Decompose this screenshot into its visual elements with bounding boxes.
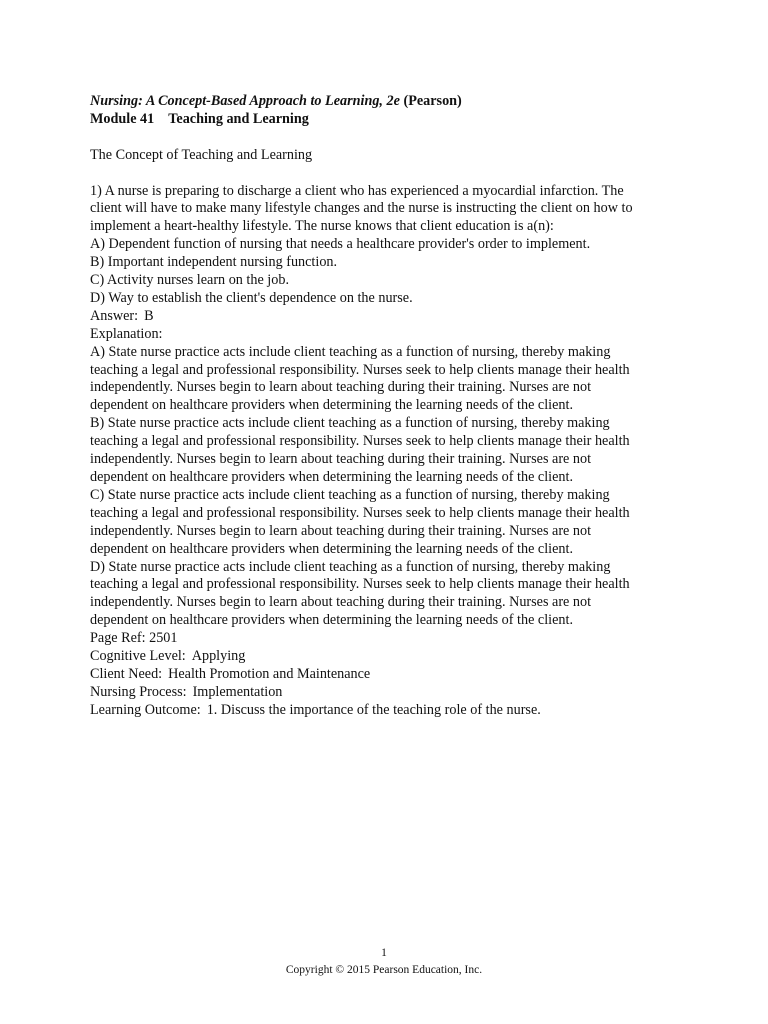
stem-line: client will have to make many lifestyle changes and the nurse is instructing the client on how to bbox=[90, 200, 633, 217]
module-heading bbox=[90, 111, 686, 129]
page-number: 1 bbox=[381, 947, 387, 959]
publisher: (Pearson) bbox=[403, 93, 462, 109]
section-title: The Concept of Teaching and Learning bbox=[90, 146, 313, 163]
explanation-line: B) State nurse practice acts include client teaching as a function of nursing, thereby making bbox=[90, 415, 610, 432]
nursing-process bbox=[90, 684, 686, 702]
learning-outcome-value: 1. Discuss the importance of the teaching role of the nurse. bbox=[206, 701, 541, 718]
explanation-line: teaching a legal and professional responsibility. Nurses seek to help clients manage their health bbox=[90, 433, 630, 450]
client-need-label: Client Need: bbox=[90, 665, 163, 682]
explanation-line: D) State nurse practice acts include client teaching as a function of nursing, thereby making bbox=[90, 558, 611, 575]
answer-options bbox=[90, 236, 686, 308]
explanation-line: independently. Nurses begin to learn about teaching during their training. Nurses are not bbox=[90, 451, 592, 468]
book-title-line bbox=[90, 93, 686, 111]
explanation-line: teaching a legal and professional responsibility. Nurses seek to help clients manage their health bbox=[90, 361, 630, 378]
answer-label: Answer: bbox=[90, 307, 139, 324]
explanation-line: teaching a legal and professional responsibility. Nurses seek to help clients manage their health bbox=[90, 576, 630, 593]
explanation-line: A) State nurse practice acts include client teaching as a function of nursing, thereby making bbox=[90, 343, 611, 360]
cognitive-level bbox=[90, 648, 686, 666]
explanation-line: dependent on healthcare providers when determining the learning needs of the client. bbox=[90, 397, 573, 414]
stem-line: implement a heart-healthy lifestyle. The nurse knows that client education is a(n): bbox=[90, 218, 554, 235]
page-content bbox=[90, 93, 686, 720]
stem-line: 1) A nurse is preparing to discharge a client who has experienced a myocardial infarction. The bbox=[90, 182, 624, 199]
explanation-line: teaching a legal and professional responsibility. Nurses seek to help clients manage their health bbox=[90, 504, 630, 521]
explanation-line: independently. Nurses begin to learn about teaching during their training. Nurses are not bbox=[90, 379, 592, 396]
option-c: C) Activity nurses learn on the job. bbox=[90, 272, 289, 289]
explanation-line: dependent on healthcare providers when determining the learning needs of the client. bbox=[90, 469, 573, 485]
explanation-label: Explanation: bbox=[90, 325, 163, 342]
module-title: Teaching and Learning bbox=[168, 110, 309, 127]
explanation-line: dependent on healthcare providers when determining the learning needs of the client. bbox=[90, 612, 573, 629]
cognitive-level-label: Cognitive Level: bbox=[90, 648, 186, 665]
module-number: Module 41 bbox=[90, 110, 155, 127]
book-title: Nursing: A Concept-Based Approach to Learning, 2e bbox=[90, 93, 400, 109]
page-ref-label: Page Ref: bbox=[90, 630, 146, 647]
explanation-d bbox=[90, 559, 686, 631]
explanation-line: dependent on healthcare providers when determining the learning needs of the client. bbox=[90, 540, 573, 557]
option-b: B) Important independent nursing function. bbox=[90, 254, 338, 271]
learning-outcome bbox=[90, 702, 686, 720]
answer-value: B bbox=[144, 307, 154, 324]
explanation-line: independently. Nurses begin to learn about teaching during their training. Nurses are not bbox=[90, 522, 592, 539]
page-ref-value: 2501 bbox=[149, 630, 178, 647]
client-need-value: Health Promotion and Maintenance bbox=[168, 665, 371, 682]
cognitive-level-value: Applying bbox=[191, 648, 246, 665]
explanation-line: independently. Nurses begin to learn about teaching during their training. Nurses are not bbox=[90, 594, 592, 611]
nursing-process-value: Implementation bbox=[192, 683, 283, 700]
client-need bbox=[90, 666, 686, 684]
explanation-b bbox=[90, 415, 686, 487]
nursing-process-label: Nursing Process: bbox=[90, 683, 187, 700]
page-ref bbox=[90, 630, 686, 648]
option-a: A) Dependent function of nursing that needs a healthcare provider's order to implement. bbox=[90, 236, 591, 253]
explanation-a bbox=[90, 344, 686, 416]
learning-outcome-label: Learning Outcome: bbox=[90, 701, 201, 718]
explanation-line: C) State nurse practice acts include client teaching as a function of nursing, thereby making bbox=[90, 486, 610, 503]
option-d: D) Way to establish the client's dependence on the nurse. bbox=[90, 289, 413, 306]
answer-line bbox=[90, 308, 686, 326]
explanation-c bbox=[90, 487, 686, 559]
copyright-notice: Copyright © 2015 Pearson Education, Inc. bbox=[285, 964, 483, 976]
question-stem bbox=[90, 183, 686, 237]
